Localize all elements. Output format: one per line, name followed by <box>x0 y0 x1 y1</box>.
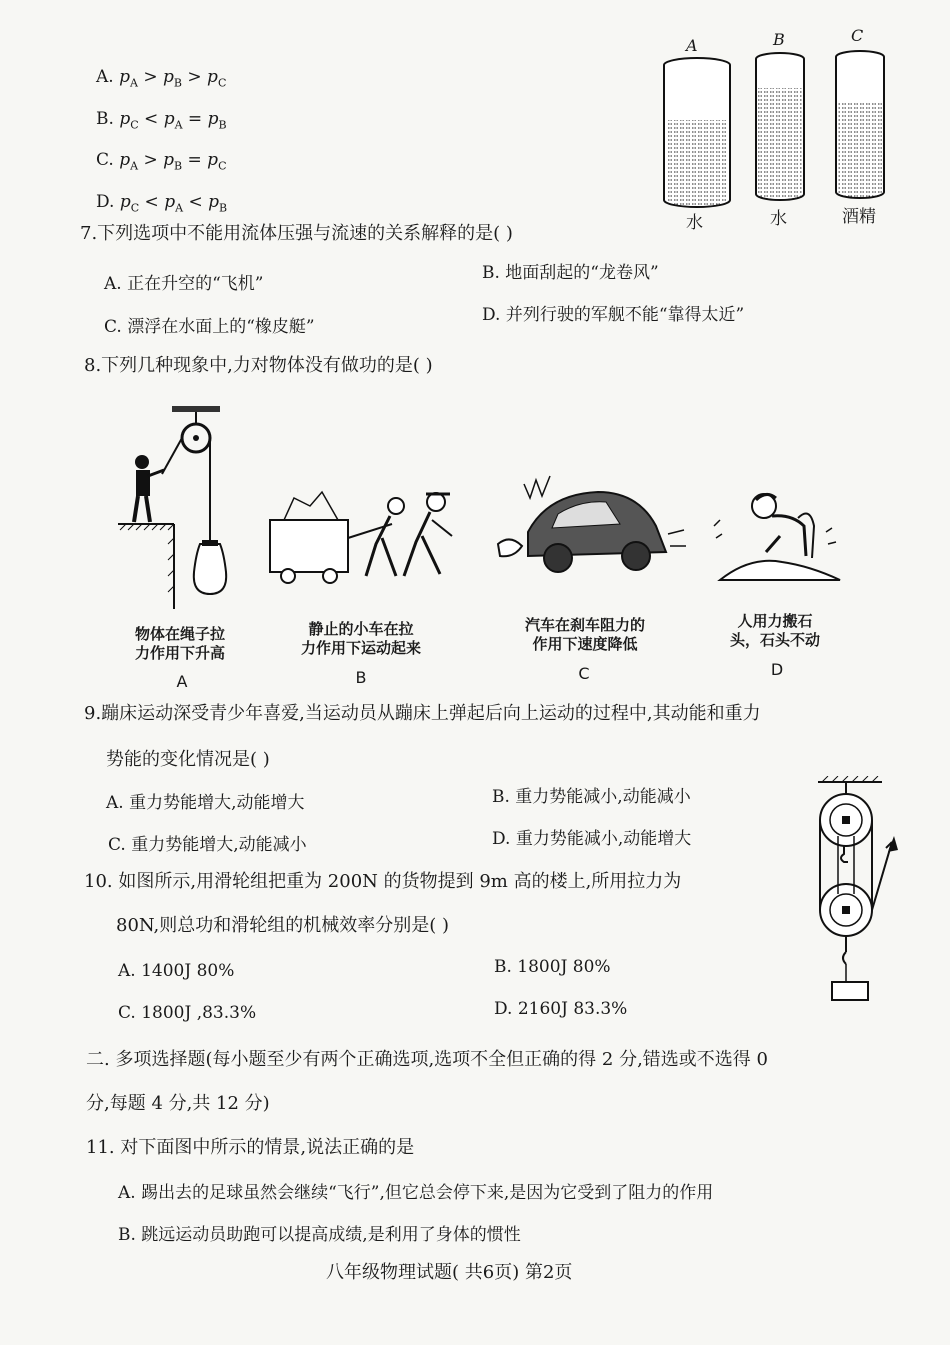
container-b-label: B <box>773 30 785 49</box>
q7-option-a[interactable]: A. 正在升空的“飞机” <box>104 274 264 294</box>
q11-stem: 11. 对下面图中所示的情景,说法正确的是 <box>86 1137 415 1158</box>
q10-stem-line1: 10. 如图所示,用滑轮组把重为 200N 的货物提到 9m 高的楼上,所用拉力为 <box>84 871 682 892</box>
q7-option-b[interactable]: B. 地面刮起的“龙卷风” <box>482 263 659 283</box>
container-a-label: A <box>686 36 698 55</box>
container-b-liquid: 水 <box>770 209 787 229</box>
section2-heading-line1: 二. 多项选择题(每小题至少有两个正确选项,选项不全但正确的得 2 分,错选或不选得 0 <box>86 1049 768 1070</box>
q10-pulley-figure <box>808 776 912 1008</box>
q8-letter-b[interactable]: B <box>355 668 367 687</box>
container-c <box>836 51 884 198</box>
q9-option-c[interactable]: C. 重力势能增大,动能减小 <box>108 835 307 855</box>
q9-stem-line1: 9.蹦床运动深受青少年喜爱,当运动员从蹦床上弹起后向上运动的过程中,其动能和重力 <box>84 703 761 724</box>
q6-option-b[interactable]: B. $p_C < p_A = p_B$ <box>96 109 227 132</box>
container-b <box>756 53 804 200</box>
q8-caption-d: 人用力搬石 头，石头不动 <box>729 612 820 649</box>
q8-figure-b <box>264 480 474 590</box>
q8-caption-b: 静止的小车在拉 力作用下运动起来 <box>300 620 421 657</box>
q8-letter-a[interactable]: A <box>176 672 188 691</box>
container-a-liquid: 水 <box>686 213 703 233</box>
q10-option-b[interactable]: B. 1800J 80% <box>494 957 611 977</box>
section2-heading-line2: 分,每题 4 分,共 12 分) <box>86 1093 270 1114</box>
q9-option-b[interactable]: B. 重力势能减小,动能减小 <box>492 787 691 807</box>
q7-option-d[interactable]: D. 并列行驶的军舰不能“靠得太近” <box>482 305 745 325</box>
q7-option-c[interactable]: C. 漂浮在水面上的“橡皮艇” <box>104 317 315 337</box>
q8-figure-d <box>710 486 850 586</box>
q8-figure-a <box>118 404 248 609</box>
q10-option-c[interactable]: C. 1800J ,83.3% <box>118 1003 257 1023</box>
q8-caption-a: 物体在绳子拉 力作用下升高 <box>134 625 225 662</box>
q8-letter-d[interactable]: D <box>770 660 784 679</box>
q11-option-b[interactable]: B. 跳远运动员助跑可以提高成绩,是利用了身体的惯性 <box>118 1225 521 1245</box>
q8-letter-c[interactable]: C <box>578 664 590 683</box>
container-c-label: C <box>851 26 864 45</box>
container-c-liquid: 酒精 <box>842 207 876 227</box>
q10-option-d[interactable]: D. 2160J 83.3% <box>494 999 628 1019</box>
container-a <box>664 58 730 207</box>
q8-figure-c <box>488 474 688 584</box>
q9-option-d[interactable]: D. 重力势能减小,动能增大 <box>492 829 692 849</box>
q10-option-a[interactable]: A. 1400J 80% <box>118 961 235 981</box>
page-footer: 八年级物理试题( 共6页) 第2页 <box>326 1262 573 1283</box>
q9-stem-line2: 势能的变化情况是( ) <box>106 749 270 770</box>
q6-option-a[interactable]: A. $p_A > p_B > p_C$ <box>96 67 227 90</box>
q10-stem-line2: 80N,则总功和滑轮组的机械效率分别是( ) <box>116 915 449 936</box>
q11-option-a[interactable]: A. 踢出去的足球虽然会继续“飞行”,但它总会停下来,是因为它受到了阻力的作用 <box>118 1183 714 1203</box>
q8-stem: 8.下列几种现象中,力对物体没有做功的是( ) <box>84 355 433 376</box>
q9-option-a[interactable]: A. 重力势能增大,动能增大 <box>106 793 305 813</box>
q6-option-d[interactable]: D. $p_C < p_A < p_B$ <box>96 192 228 215</box>
q8-caption-c: 汽车在刹车阻力的 作用下速度降低 <box>524 616 645 653</box>
q7-stem: 7.下列选项中不能用流体压强与流速的关系解释的是( ) <box>80 223 513 244</box>
q6-option-c[interactable]: C. $p_A > p_B = p_C$ <box>96 150 227 173</box>
